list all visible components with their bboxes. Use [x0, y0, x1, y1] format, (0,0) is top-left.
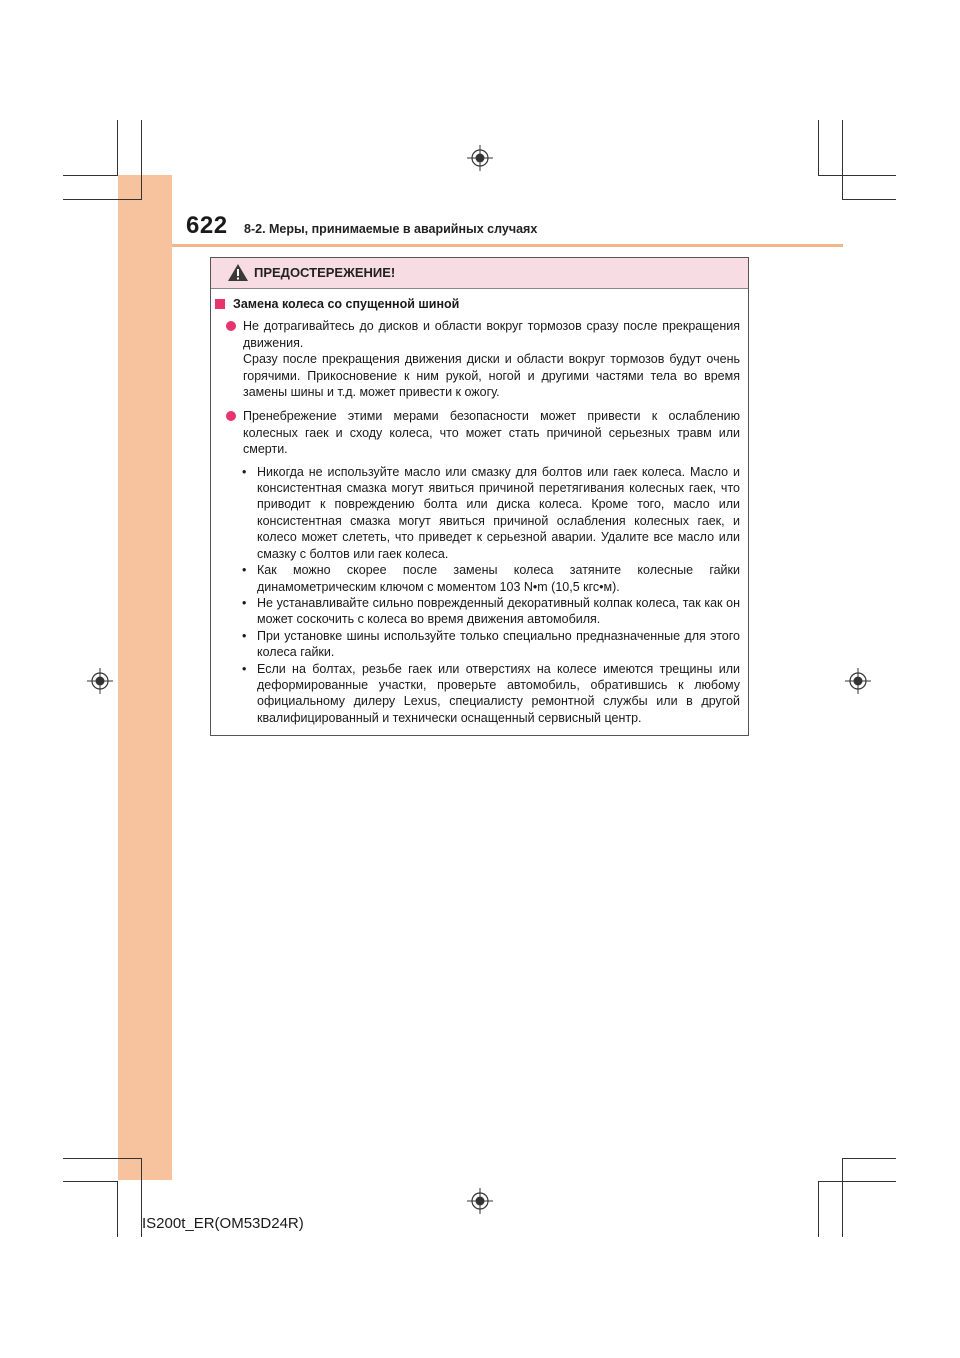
paragraph: Пренебрежение этими мерами безопасности может привести к ослаблению колесных гаек и сходу колеса, что может стать причиной серьезных травм или смерти. — [243, 409, 740, 457]
warning-subheading — [215, 296, 748, 312]
list-item — [211, 318, 748, 400]
list-item — [211, 408, 748, 457]
sub-list-item: • Как можно скорее после замены колеса затяните колесные гайки динамометрическим ключом с моментом 103 N•m (10,5 кгс•м). — [242, 563, 740, 594]
crop-mark — [842, 120, 843, 200]
sub-list-item: • При установке шины используйте только специально предназначенные для этого колеса гайки. — [242, 628, 740, 660]
registration-mark-icon — [87, 668, 113, 694]
crop-mark — [117, 120, 118, 176]
section-title: 8-2. Меры, принимаемые в аварийных случаях — [244, 222, 538, 236]
warning-header — [211, 258, 748, 289]
sub-list — [211, 464, 748, 727]
crop-mark — [63, 175, 118, 176]
warning-box — [210, 257, 749, 736]
sub-list-item: • Если на болтах, резьбе гаек или отверстиях на колесе имеются трещины или деформированные участки, проверьте автомобиль, обратившись к любому официальному дилеру Lexus, специалисту ремонтной службы или в другой квалифицированный и технически оснащенный сервисный центр. — [242, 661, 740, 725]
crop-mark — [818, 1181, 896, 1182]
sub-list-item: • Никогда не используйте масло или смазку для болтов или гаек колеса. Масло и консистентная смазка могут явиться причиной перетягивания колесных гаек, что приводит к повреждению болта или диска колеса. Кроме того, масло или консистентная смазка могут явиться причиной ослабления колесных гаек, и колесо может слететь, что приведет к серьезной аварии. Удалите все масло или смазку с болтов или гаек колеса. — [242, 464, 740, 561]
header-divider — [172, 244, 843, 247]
crop-mark — [818, 120, 819, 176]
round-bullet-icon — [226, 411, 236, 421]
crop-mark — [141, 120, 142, 200]
paragraph: Не дотрагивайтесь до дисков и области вокруг тормозов сразу после прекращения движения. — [243, 319, 740, 350]
crop-mark — [63, 1181, 118, 1182]
crop-mark — [63, 199, 142, 200]
crop-mark — [842, 1158, 896, 1159]
paragraph: Сразу после прекращения движения диски и области вокруг тормозов будут очень горячими. Прикосновение к ним рукой, ногой и другими частями тела во время замены шины и т.д. может привести к ожогу. — [243, 352, 740, 400]
crop-mark — [842, 1158, 843, 1237]
document-code: IS200t_ER(OM53D24R) — [142, 1215, 304, 1232]
crop-mark — [842, 199, 896, 200]
subheading-text: Замена колеса со спущенной шиной — [233, 297, 460, 311]
crop-mark — [818, 1181, 819, 1237]
square-bullet-icon — [215, 299, 225, 309]
page-number: 622 — [186, 212, 228, 239]
registration-mark-icon — [845, 668, 871, 694]
sub-list-item: • Не устанавливайте сильно поврежденный декоративный колпак колеса, так как он может соскочить с колеса во время движения автомобиля. — [242, 595, 740, 627]
round-bullet-icon — [226, 321, 236, 331]
crop-mark — [63, 1158, 142, 1159]
registration-mark-icon — [467, 145, 493, 171]
crop-mark — [818, 175, 896, 176]
registration-mark-icon — [467, 1188, 493, 1214]
warning-triangle-icon — [227, 263, 249, 282]
warning-content — [211, 296, 748, 726]
side-color-strip — [118, 175, 172, 1180]
warning-title: ПРЕДОСТЕРЕЖЕНИЕ! — [254, 265, 396, 280]
crop-mark — [117, 1181, 118, 1237]
